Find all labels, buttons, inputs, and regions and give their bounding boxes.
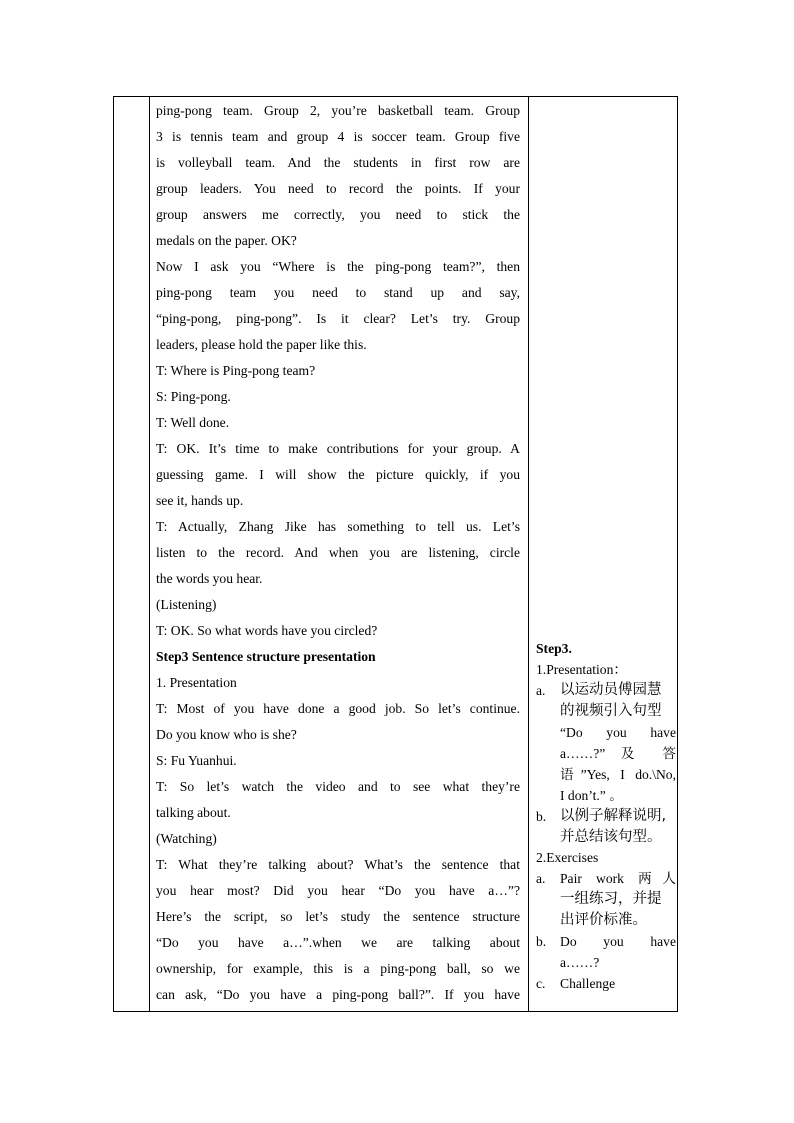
procedure-line: Here’s the script, so let’s study the sentence structure (156, 909, 520, 924)
presentation-list (536, 680, 676, 848)
procedure-line: T: OK. It’s time to make contributions for your group. A (156, 441, 520, 456)
list-marker: b. (536, 934, 547, 949)
procedure-line: guessing game. I will show the picture quickly, if you (156, 467, 520, 482)
procedure-line: medals on the paper. OK? (156, 233, 297, 248)
procedure-line: T: Well done. (156, 415, 230, 430)
procedure-line: group leaders. You need to record the points. If your (156, 181, 520, 196)
design-intent-cell (536, 638, 676, 994)
procedure-line: 1. Presentation (156, 675, 237, 690)
column-divider (149, 97, 150, 1011)
side-line: Do you have (560, 934, 676, 949)
procedure-line: listen to the record. And when you are listening, circle (156, 545, 520, 560)
procedure-line: ownership, for example, this is a ping-pong ball, so we (156, 961, 520, 976)
side-line: a……? (560, 955, 600, 970)
side-line: 一组练习，并提 (560, 891, 662, 907)
teaching-procedure-cell (156, 98, 520, 1008)
procedure-line: ping-pong team. Group 2, you’re basketball team. Group (156, 103, 520, 118)
side-line: “Do you have (560, 725, 676, 740)
side-line: 以运动员傅园慧 (560, 682, 662, 698)
side-line: Challenge (560, 976, 616, 991)
side-line: a……?” 及 答 (560, 746, 676, 761)
procedure-line: 3 is tennis team and group 4 is soccer team. Group five (156, 129, 520, 144)
procedure-line: (Listening) (156, 597, 217, 612)
procedure-line: can ask, “Do you have a ping-pong ball?”. If you have (156, 987, 520, 1002)
side-line: 语”Yes, I do.\No, (560, 767, 676, 782)
side-list-item (536, 931, 676, 973)
procedure-line: Now I ask you “Where is the ping-pong team?”, then (156, 259, 520, 274)
list-marker: c. (536, 976, 546, 991)
side-line: 并总结该句型。 (560, 829, 662, 845)
list-marker: b. (536, 809, 547, 824)
procedure-line: T: So let’s watch the video and to see what they’re (156, 779, 520, 794)
side-list-item (536, 806, 676, 848)
column-divider (528, 97, 529, 1011)
procedure-line: T: Actually, Zhang Jike has something to tell us. Let’s (156, 519, 520, 534)
list-marker: a. (536, 871, 546, 886)
side-line: 以例子解释说明, (560, 808, 667, 824)
procedure-line: group answers me correctly, you need to stick the (156, 207, 520, 222)
procedure-line: T: Where is Ping-pong team? (156, 363, 316, 378)
procedure-line: you hear most? Did you hear “Do you have a…”? (156, 883, 520, 898)
side-line: I don’t.” 。 (560, 788, 623, 803)
procedure-line: talking about. (156, 805, 231, 820)
procedure-line: S: Fu Yuanhui. (156, 753, 237, 768)
side-line: 的视频引入句型 (560, 703, 662, 719)
procedure-line: ping-pong team you need to stand up and say, (156, 285, 520, 300)
procedure-line: T: OK. So what words have you circled? (156, 623, 378, 638)
procedure-line: “Do you have a…”.when we are talking about (156, 935, 520, 950)
side-line: 出评价标准。 (560, 912, 647, 928)
procedure-line: T: Most of you have done a good job. So let’s continue. (156, 701, 520, 716)
exercise-list (536, 868, 676, 994)
presentation-heading: 1.Presentation： (536, 662, 627, 677)
procedure-line: Step3 Sentence structure presentation (156, 649, 376, 664)
procedure-line: (Watching) (156, 831, 217, 846)
side-line: Pair work 两人 (560, 871, 676, 886)
side-list-item (536, 680, 676, 806)
procedure-line: is volleyball team. And the students in first row are (156, 155, 520, 170)
procedure-line: leaders, please hold the paper like this. (156, 337, 367, 352)
procedure-line: see it, hands up. (156, 493, 244, 508)
exercises-heading: 2.Exercises (536, 850, 599, 865)
side-list-item (536, 868, 676, 931)
list-marker: a. (536, 683, 546, 698)
procedure-line: “ping-pong, ping-pong”. Is it clear? Let’s try. Group (156, 311, 520, 326)
side-step-title: Step3. (536, 641, 572, 656)
side-list-item (536, 973, 676, 994)
procedure-line: Do you know who is she? (156, 727, 297, 742)
procedure-line: T: What they’re talking about? What’s the sentence that (156, 857, 520, 872)
procedure-line: S: Ping-pong. (156, 389, 231, 404)
procedure-line: the words you hear. (156, 571, 263, 586)
